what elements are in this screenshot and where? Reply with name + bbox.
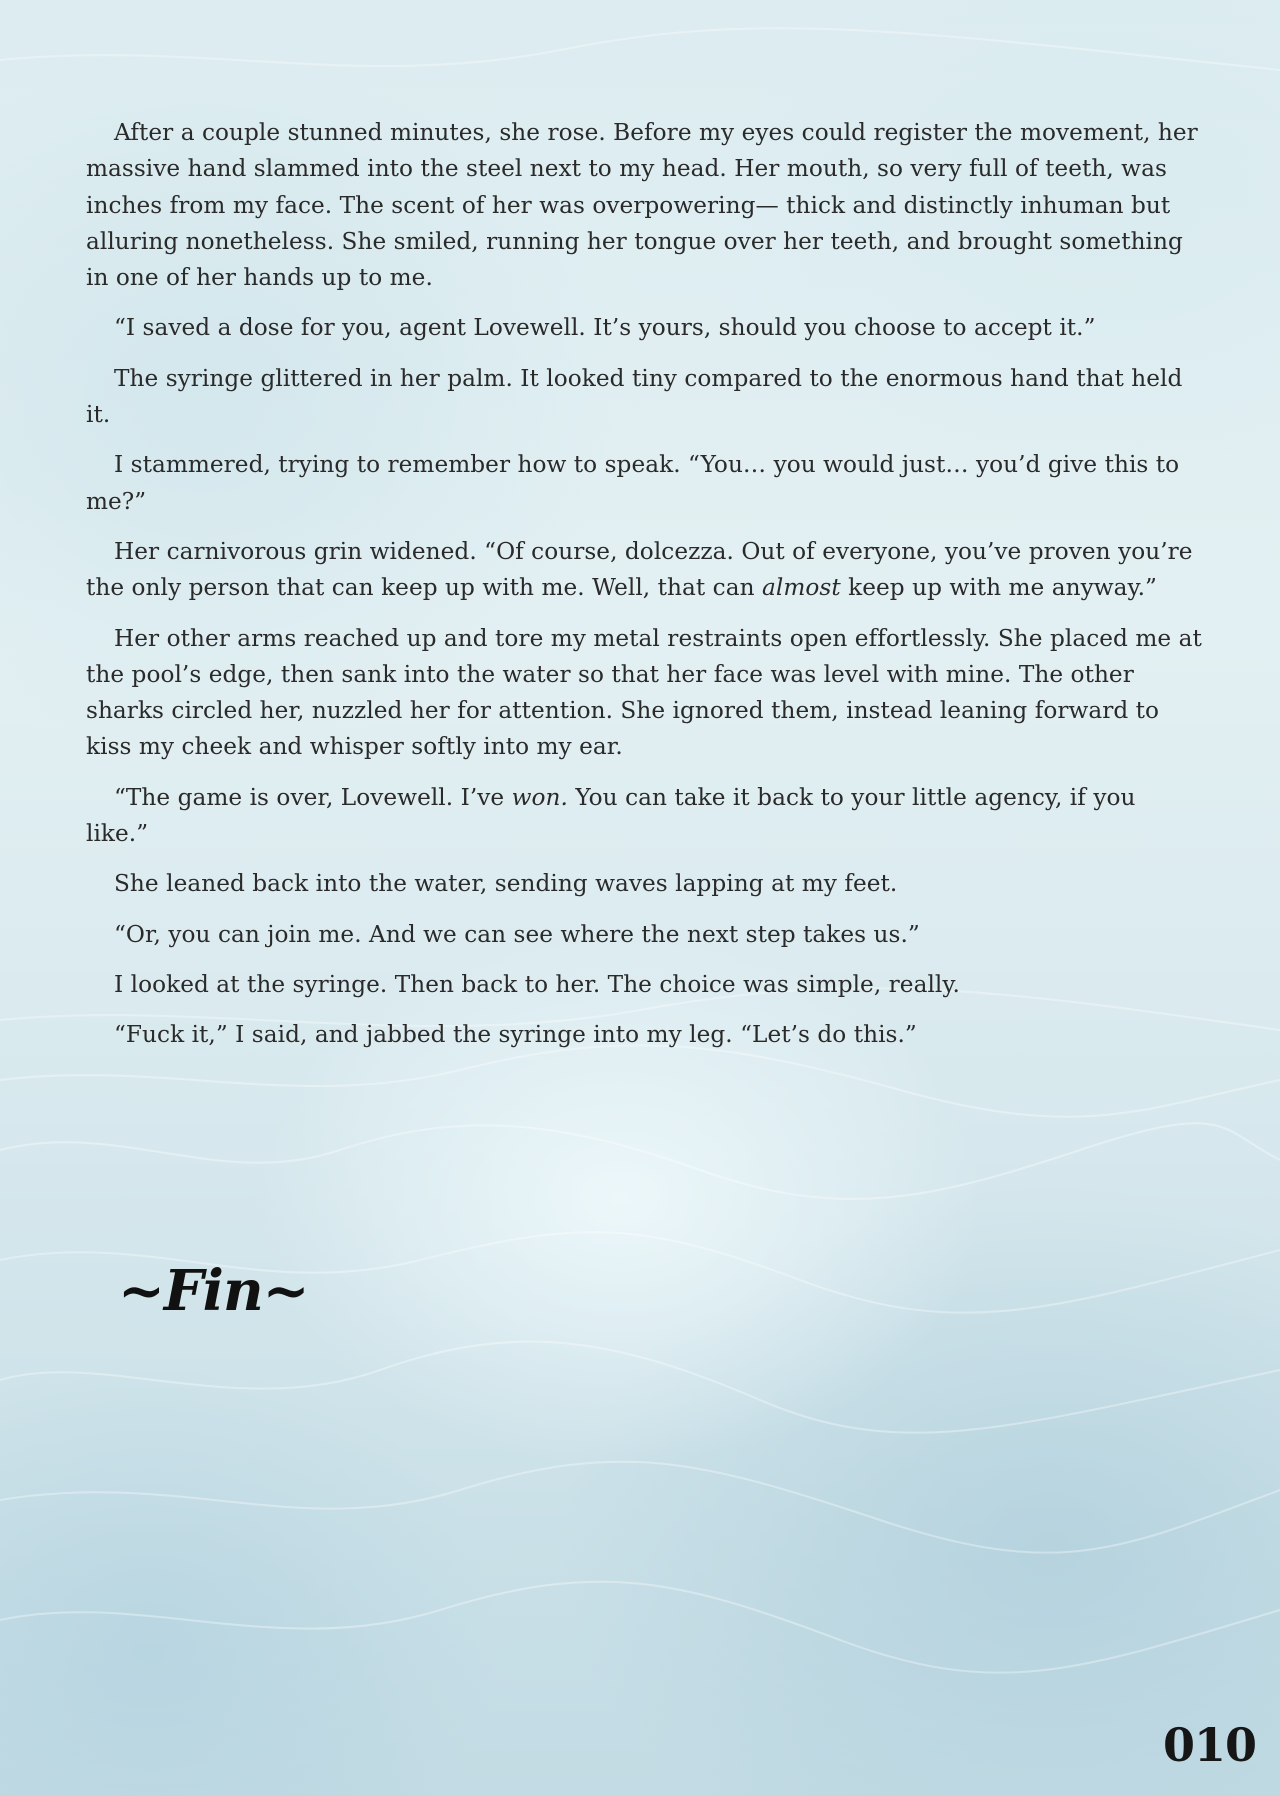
paragraph-text: “Fuck it,” I said, and jabbed the syringe into my leg. “Let’s do this.” [114, 1021, 917, 1049]
emphasis-text: won. [511, 783, 568, 811]
paragraph [86, 310, 1202, 346]
paragraph-text: Her other arms reached up and tore my metal restraints open effortlessly. She placed me at the pool’s edge, then sank into the water so that her face was level with mine. The other sharks circled her, nuzzled her for attention. She ignored them, instead leaning forward to kiss my cheek and whisper softly into my ear. [86, 624, 1202, 761]
paragraph-text: I looked at the syringe. Then back to her. The choice was simple, really. [114, 970, 960, 998]
paragraph-text: The syringe glittered in her palm. It looked tiny compared to the enormous hand that held it. [86, 364, 1183, 429]
paragraph-text: keep up with me anyway.” [840, 574, 1157, 602]
paragraph [86, 917, 1202, 953]
paragraph-text: After a couple stunned minutes, she rose. Before my eyes could register the movement, her massive hand slammed into the steel next to my head. Her mouth, so very full of teeth, was inches from my face. The scent of her was overpowering— thick and distinctly inhuman but alluring nonetheless. She smiled, running her tongue over her teeth, and brought something in one of her hands up to me. [86, 119, 1198, 292]
paragraph-text: You can take it back to your little agency, if you like.” [86, 783, 1136, 848]
paragraph-text: “Or, you can join me. And we can see where the next step takes us.” [114, 920, 920, 948]
fin-ending: ~Fin~ [118, 1258, 309, 1324]
paragraph [86, 1017, 1202, 1053]
paragraph-text: She leaned back into the water, sending waves lapping at my feet. [114, 870, 898, 898]
emphasis-text: almost [761, 574, 841, 602]
paragraph [86, 361, 1202, 434]
story-text [86, 115, 1202, 1068]
paragraph [86, 866, 1202, 902]
paragraph [86, 534, 1202, 607]
page-number: 010 [1163, 1718, 1257, 1772]
paragraph [86, 967, 1202, 1003]
paragraph [86, 780, 1202, 853]
paragraph [86, 447, 1202, 520]
paragraph-text: Her carnivorous grin widened. “Of course, dolcezza. Out of everyone, you’ve proven you’re the only person that can keep up with me. Well, that can [86, 537, 1193, 602]
paragraph-text: I stammered, trying to remember how to speak. “You… you would just… you’d give this to me?” [86, 451, 1180, 515]
paragraph-text: “The game is over, Lovewell. I’ve [114, 783, 512, 811]
paragraph-text: “I saved a dose for you, agent Lovewell. It’s yours, should you choose to accept it.” [114, 314, 1096, 342]
paragraph [86, 621, 1202, 766]
paragraph [86, 115, 1202, 296]
